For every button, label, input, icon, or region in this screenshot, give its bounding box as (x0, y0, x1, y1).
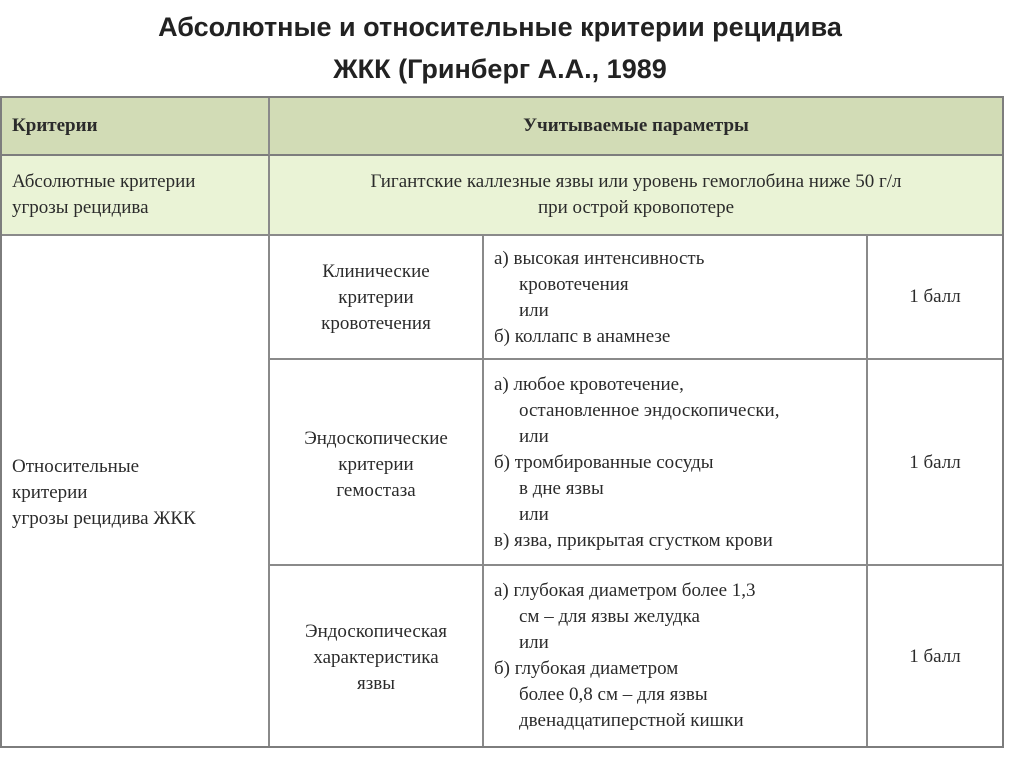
relative-criteria-label (12, 454, 196, 532)
option-line: двенадцатиперстной кишки (519, 710, 744, 731)
group-clinical-score: 1 балл (909, 286, 961, 307)
group-ulcer-name-cell (270, 566, 484, 746)
header-criteria: Критерии (12, 115, 98, 136)
relative-label-line: Относительные (12, 456, 140, 477)
slide-title-line-2: ЖКК (Гринберг А.А., 1989 (333, 54, 667, 84)
option-line: а) любое кровотечение, (494, 374, 684, 395)
group-ulcer-score-cell (868, 566, 1002, 746)
absolute-criteria-params-cell (270, 156, 1002, 236)
group-hemostasis-name-cell (270, 360, 484, 566)
option-line: в дне язвы (519, 478, 604, 499)
group-name-line: характеристика (313, 647, 439, 668)
group-ulcer-options-cell (484, 566, 868, 746)
criteria-table (0, 96, 1004, 748)
slide-title (0, 6, 1000, 90)
option-line: кровотечения (519, 274, 629, 295)
option-line: или (519, 300, 549, 321)
option-line: остановленное эндоскопически, (519, 400, 780, 421)
group-clinical-name (270, 259, 482, 337)
group-hemostasis-score: 1 балл (909, 452, 961, 473)
group-clinical-options (494, 246, 704, 350)
group-name-line: Клинические (322, 261, 430, 282)
group-ulcer-name (270, 619, 482, 697)
group-clinical-options-cell (484, 236, 868, 360)
group-name-line: Эндоскопические (304, 428, 448, 449)
absolute-label-line: угрозы рецидива (12, 197, 149, 218)
option-line: более 0,8 см – для язвы (519, 684, 708, 705)
absolute-criteria-label-cell (2, 156, 270, 236)
group-ulcer-score: 1 балл (909, 646, 961, 667)
group-clinical-name-cell (270, 236, 484, 360)
relative-label-line: угрозы рецидива ЖКК (12, 508, 196, 529)
option-line: б) коллапс в анамнезе (494, 326, 671, 347)
relative-label-line: критерии (12, 482, 88, 503)
group-ulcer-options (494, 578, 756, 734)
option-line: б) глубокая диаметром (494, 658, 679, 679)
absolute-criteria-params (270, 169, 1002, 221)
option-line: а) глубокая диаметром более 1,3 (494, 580, 756, 601)
relative-criteria-label-cell (2, 236, 270, 746)
option-line: или (519, 426, 549, 447)
absolute-param-line: при острой кровопотере (537, 197, 735, 218)
group-clinical-score-cell (868, 236, 1002, 360)
option-line: в) язва, прикрытая сгустком крови (494, 530, 773, 551)
group-name-line: кровотечения (321, 313, 431, 334)
group-name-line: гемостаза (336, 480, 416, 501)
group-name-line: критерии (338, 454, 414, 475)
group-name-line: Эндоскопическая (305, 621, 447, 642)
absolute-criteria-label (12, 169, 195, 221)
option-line: или (519, 504, 549, 525)
absolute-label-line: Абсолютные критерии (12, 171, 196, 192)
header-parameters-cell (270, 98, 1002, 156)
option-line: а) высокая интенсивность (494, 248, 705, 269)
group-name-line: критерии (338, 287, 414, 308)
group-hemostasis-score-cell (868, 360, 1002, 566)
option-line: или (519, 632, 549, 653)
group-hemostasis-options (494, 372, 779, 554)
group-hemostasis-name (270, 426, 482, 504)
absolute-param-line: Гигантские каллезные язвы или уровень гемоглобина ниже 50 г/л (370, 171, 902, 192)
slide-title-line-1: Абсолютные и относительные критерии рецидива (158, 12, 842, 42)
group-name-line: язвы (357, 673, 395, 694)
header-criteria-cell (2, 98, 270, 156)
option-line: см – для язвы желудка (519, 606, 700, 627)
group-hemostasis-options-cell (484, 360, 868, 566)
option-line: б) тромбированные сосуды (494, 452, 714, 473)
header-parameters: Учитываемые параметры (523, 115, 749, 136)
